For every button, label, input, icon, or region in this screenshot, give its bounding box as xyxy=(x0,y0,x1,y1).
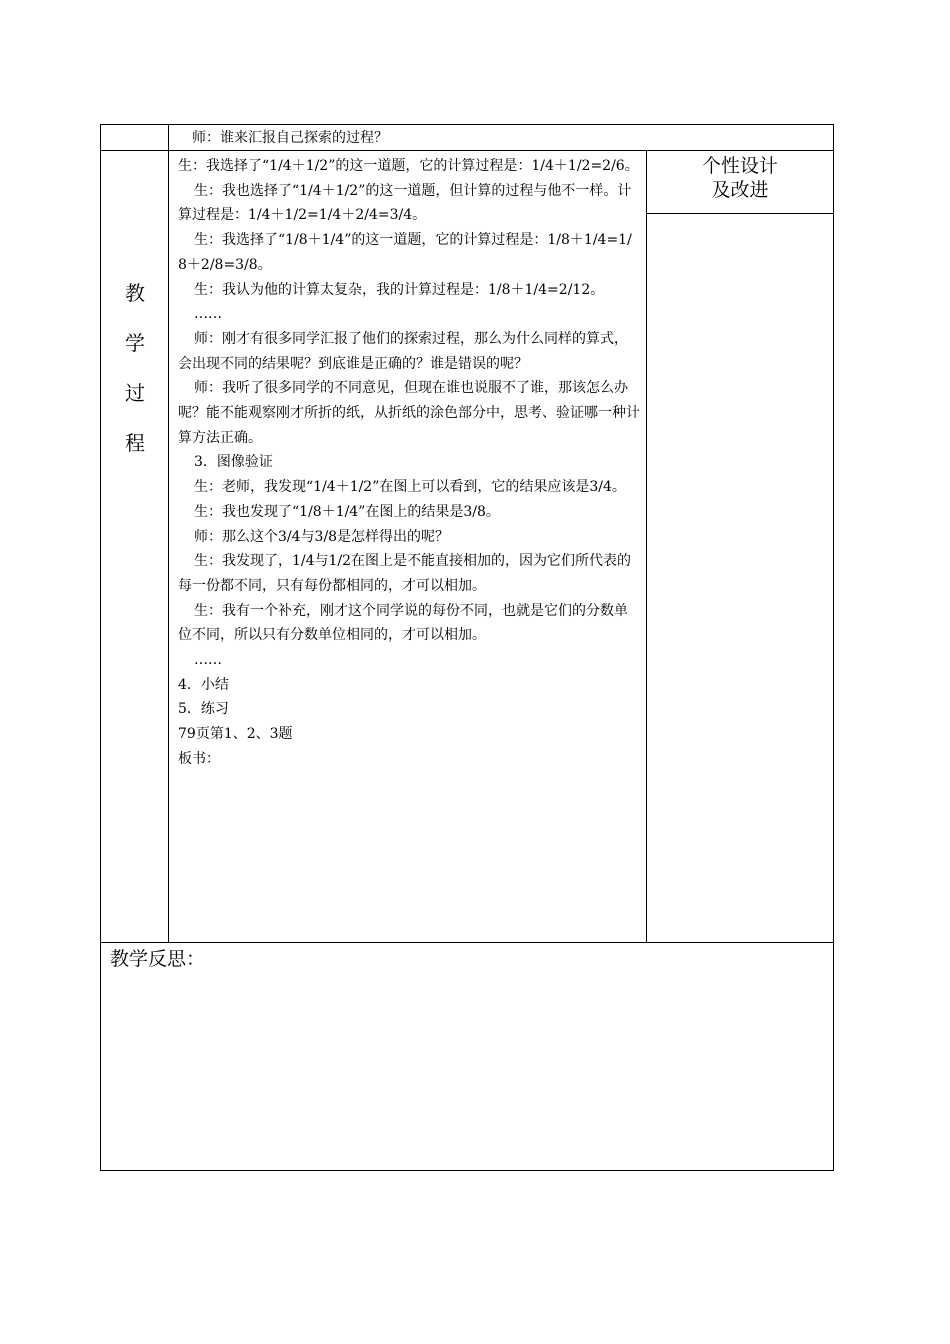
content-paragraph: 生：老师，我发现“1/4＋1/2”在图上可以看到，它的结果应该是3/4。 xyxy=(194,479,626,496)
side-header xyxy=(646,150,834,214)
content-paragraph: 生：我也发现了“1/8＋1/4”在图上的结果是3/8。 xyxy=(194,503,500,520)
section-label-char: 教 xyxy=(125,281,145,305)
content-paragraph: 3．图像验证 xyxy=(194,454,273,471)
content-paragraph: 师：刚才有很多同学汇报了他们的探索过程，那么为什么同样的算式，会出现不同的结果呢？到底谁是正确的？谁是错误的呢？ xyxy=(178,330,628,372)
content-paragraph: 生：我选择了“1/4＋1/2”的这一道题，它的计算过程是：1/4＋1/2=2/6。 xyxy=(178,158,639,174)
content-paragraph: 板书： xyxy=(178,750,220,767)
column-divider-side xyxy=(646,150,647,942)
content-paragraph: 生：我选择了“1/8＋1/4”的这一道题，它的计算过程是：1/8＋1/4=1/8＋2/8=3/8。 xyxy=(178,232,632,273)
content-paragraph: 师：那么这个3/4与3/8是怎样得出的呢？ xyxy=(194,528,450,545)
section-label-char: 学 xyxy=(125,331,145,355)
top-row-text: 师：谁来汇报自己探索的过程？ xyxy=(192,130,388,146)
content-paragraph: 师：我听了很多同学的不同意见，但现在谁也说服不了谁，那该怎么办呢？能不能观察刚才所折的纸，从折纸的涂色部分中，思考、验证哪一种计算方法正确。 xyxy=(178,380,640,446)
content-paragraph: 5．练习 xyxy=(178,701,229,718)
content-paragraph: …… xyxy=(194,652,222,669)
teaching-process-content xyxy=(178,154,640,772)
section-label-char: 程 xyxy=(125,431,145,455)
content-paragraph: …… xyxy=(194,306,222,323)
content-paragraph: 生：我认为他的计算太复杂，我的计算过程是：1/8＋1/4=2/12。 xyxy=(194,281,605,298)
reflection-label: 教学反思： xyxy=(110,948,206,970)
side-header-line2: 及改进 xyxy=(711,179,769,201)
column-divider-label xyxy=(168,124,169,942)
section-label-char: 过 xyxy=(125,381,145,405)
side-header-line1: 个性设计 xyxy=(701,155,778,177)
content-paragraph: 生：我也选择了“1/4＋1/2”的这一道题，但计算的过程与他不一样。计算过程是：1/4＋1/2=1/4＋2/4=3/4。 xyxy=(178,182,632,224)
content-paragraph: 生：我有一个补充，刚才这个同学说的每份不同，也就是它们的分数单位不同，所以只有分数单位相同的，才可以相加。 xyxy=(178,602,628,644)
content-paragraph: 生：我发现了，1/4与1/2在图上是不能直接相加的，因为它们所代表的每一份都不同，只有每份都相同的，才可以相加。 xyxy=(178,553,632,594)
content-paragraph: 4．小结 xyxy=(178,676,229,693)
section-label xyxy=(118,268,152,468)
row-divider-reflection xyxy=(100,942,834,943)
content-paragraph: 79页第1、2、3题 xyxy=(178,726,293,743)
